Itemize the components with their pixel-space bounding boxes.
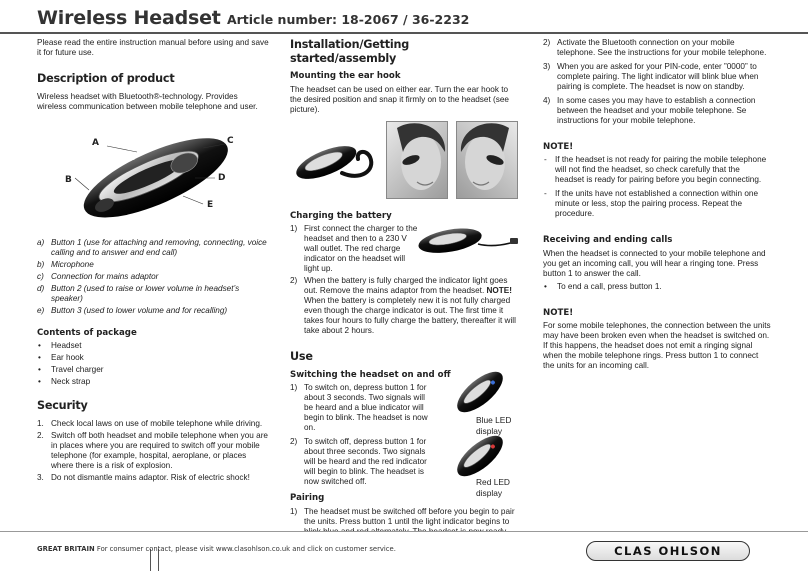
pairing-step: 4) In some cases you may have to establish a connection between the headset and your mobile telephone. Se instructions for your mobile telephone. [543, 96, 756, 125]
blue-led-headset-illustration [448, 369, 512, 415]
calls-list [543, 282, 771, 292]
pairing-heading: Pairing [290, 493, 325, 504]
parts-item: e) Button 3 (used to lower volume and for recalling) [37, 305, 228, 315]
footer-region: GREAT BRITAIN [37, 545, 95, 553]
contents-list [37, 341, 269, 387]
note-list [543, 155, 771, 219]
column-1 [37, 38, 269, 485]
headset-illustration [37, 118, 269, 230]
parts-list [37, 238, 269, 316]
ear-hook-heading: Mounting the ear hook [290, 71, 401, 82]
contents-item: • Neck strap [37, 377, 269, 387]
charging-step: 1) First connect the charger to the headset and then to a 230 V wall outlet. The red charge indicator on the headset will light up. [290, 224, 418, 274]
ear-hook-text: The headset can be used on either ear. Turn the ear hook to the desired position and snap it firmly on to the headset (see picture). [290, 84, 509, 114]
security-heading: Security [37, 399, 88, 413]
header-rule [0, 32, 808, 34]
label-b: B [65, 174, 72, 185]
parts-item: c) Connection for mains adaptor [37, 271, 159, 281]
note-label: NOTE! [486, 286, 512, 296]
blue-led-caption: Blue LED display [476, 415, 512, 436]
note-item: - If the units have not established a connection within one minute or less, stop the pairing process. Repeat the procedure. [543, 189, 771, 219]
pairing-step: 3) When you are asked for your PIN-code, enter ”0000” to complete pairing. The light indicator will blink blue when pairing is complete. The headset is now on standby. [543, 62, 759, 91]
contents-item: • Ear hook [37, 353, 269, 363]
red-led-caption: Red LED display [476, 477, 510, 498]
charging-heading: Charging the battery [290, 210, 392, 221]
parts-item: d) Button 2 (used to raise or lower volume in headset’s speaker) [37, 283, 240, 303]
switching-step: 2) To switch off, depress button 1 for about three seconds. Two signals will be heard and the red indicator will begin to blink. The headset is now switched off. [290, 437, 427, 487]
description-heading: Description of product [37, 72, 175, 85]
face-icon [387, 122, 448, 199]
note-heading: NOTE! [543, 142, 574, 152]
column-2 [290, 38, 518, 549]
product-name: Wireless Headset [37, 7, 221, 29]
charging-step: 2) When the battery is fully charged the indicator light goes out. Remove the mains adaptor from the headset. NOTE! When the battery is completely new it is not fully charged even though the charge indicator is out. The first time it takes four hours to fully charge the battery, thereafter it will take about 2 hours. [290, 276, 516, 336]
device-marking: DEMO [120, 154, 137, 167]
security-item: 3. Do not dismantle mains adaptor. Risk of electric shock! [37, 472, 250, 482]
pairing-step: 1) The headset must be switched off before you begin to pair the units. Press button 1 until the light indicator begins to [290, 506, 515, 526]
ear-hook-figures [290, 121, 518, 205]
intro-text: Please read the entire instruction manual before using and save it for future use. [37, 38, 269, 57]
security-item: 2. Switch off both headset and mobile telephone when you are in places where you are required to switch off your mobile telephone (for example, hospital, aeroplane, or places where there is a risk of explosion. [37, 430, 268, 470]
headset-diagram [37, 118, 269, 230]
calls-text: When the headset is connected to your mobile telephone and you get an incoming call, you will hear a ringing tone. Press button 1 to answer the call. [543, 248, 766, 278]
face-icon [457, 122, 518, 199]
contents-item: • Headset [37, 341, 269, 351]
note-heading: NOTE! [543, 307, 574, 318]
label-e: E [207, 199, 214, 210]
note-text: For some mobile telephones, the connection between the units may have been broken even when the headset is switched on. If this happens, the headset does not emit a ringing signal when the mobile telephone rings. Press button 1 to connect the units for an incoming call. [543, 321, 771, 371]
label-a: A [92, 137, 99, 148]
red-led-headset-illustration [448, 433, 512, 479]
pairing-steps-continued [543, 38, 771, 126]
label-d: D [218, 172, 226, 183]
page-header [0, 0, 808, 34]
ear-photo-right [456, 121, 518, 199]
brand-logo: CLAS OHLSON [586, 541, 750, 561]
footer-contact [37, 545, 396, 553]
footer-rule [0, 531, 808, 532]
column-3 [543, 38, 771, 377]
calls-item: • To end a call, press button 1. [543, 282, 771, 292]
ear-photo-left [386, 121, 448, 199]
security-list [37, 419, 269, 483]
security-item: 1. Check local laws on use of mobile telephone while driving. [37, 418, 263, 428]
pairing-step: 2) Activate the Bluetooth connection on your mobile telephone. See the instructions for your mobile telephone. [543, 38, 767, 57]
ear-hook-illustration [290, 127, 378, 197]
use-heading: Use [290, 350, 313, 364]
parts-item: b) Microphone [37, 259, 94, 269]
calls-heading: Receiving and ending calls [543, 235, 673, 246]
description-text: Wireless headset with Bluetooth®-technology. Provides wireless communication between mobile telephone and user. [37, 91, 258, 111]
page-footer [0, 531, 808, 571]
installation-heading: Installation/Getting started/assembly [290, 38, 410, 65]
switching-step: 1) To switch on, depress button 1 for about 3 seconds. Two signals will be heard and a blue indicator will begin to blink. The headset is now on. [290, 383, 428, 433]
contents-heading: Contents of package [37, 327, 137, 338]
page-title [37, 7, 469, 30]
article-number: Article number: 18-2067 / 36-2232 [226, 12, 470, 27]
charging-steps [290, 224, 518, 336]
contents-item: • Travel charger [37, 365, 269, 375]
note-item: - If the headset is not ready for pairing the mobile telephone will not find the headset, so check carefully that the headset is ready for pairing before you begin connecting. [543, 155, 771, 185]
label-c: C [227, 135, 234, 146]
parts-item: a) Button 1 (use for attaching and removing, connecting, voice calling and to answer and end call) [37, 237, 267, 257]
footer-contact-text: For consumer contact, please visit www.clasohlson.co.uk and click on customer service. [96, 545, 396, 553]
switching-heading: Switching the headset on and off [290, 369, 451, 380]
